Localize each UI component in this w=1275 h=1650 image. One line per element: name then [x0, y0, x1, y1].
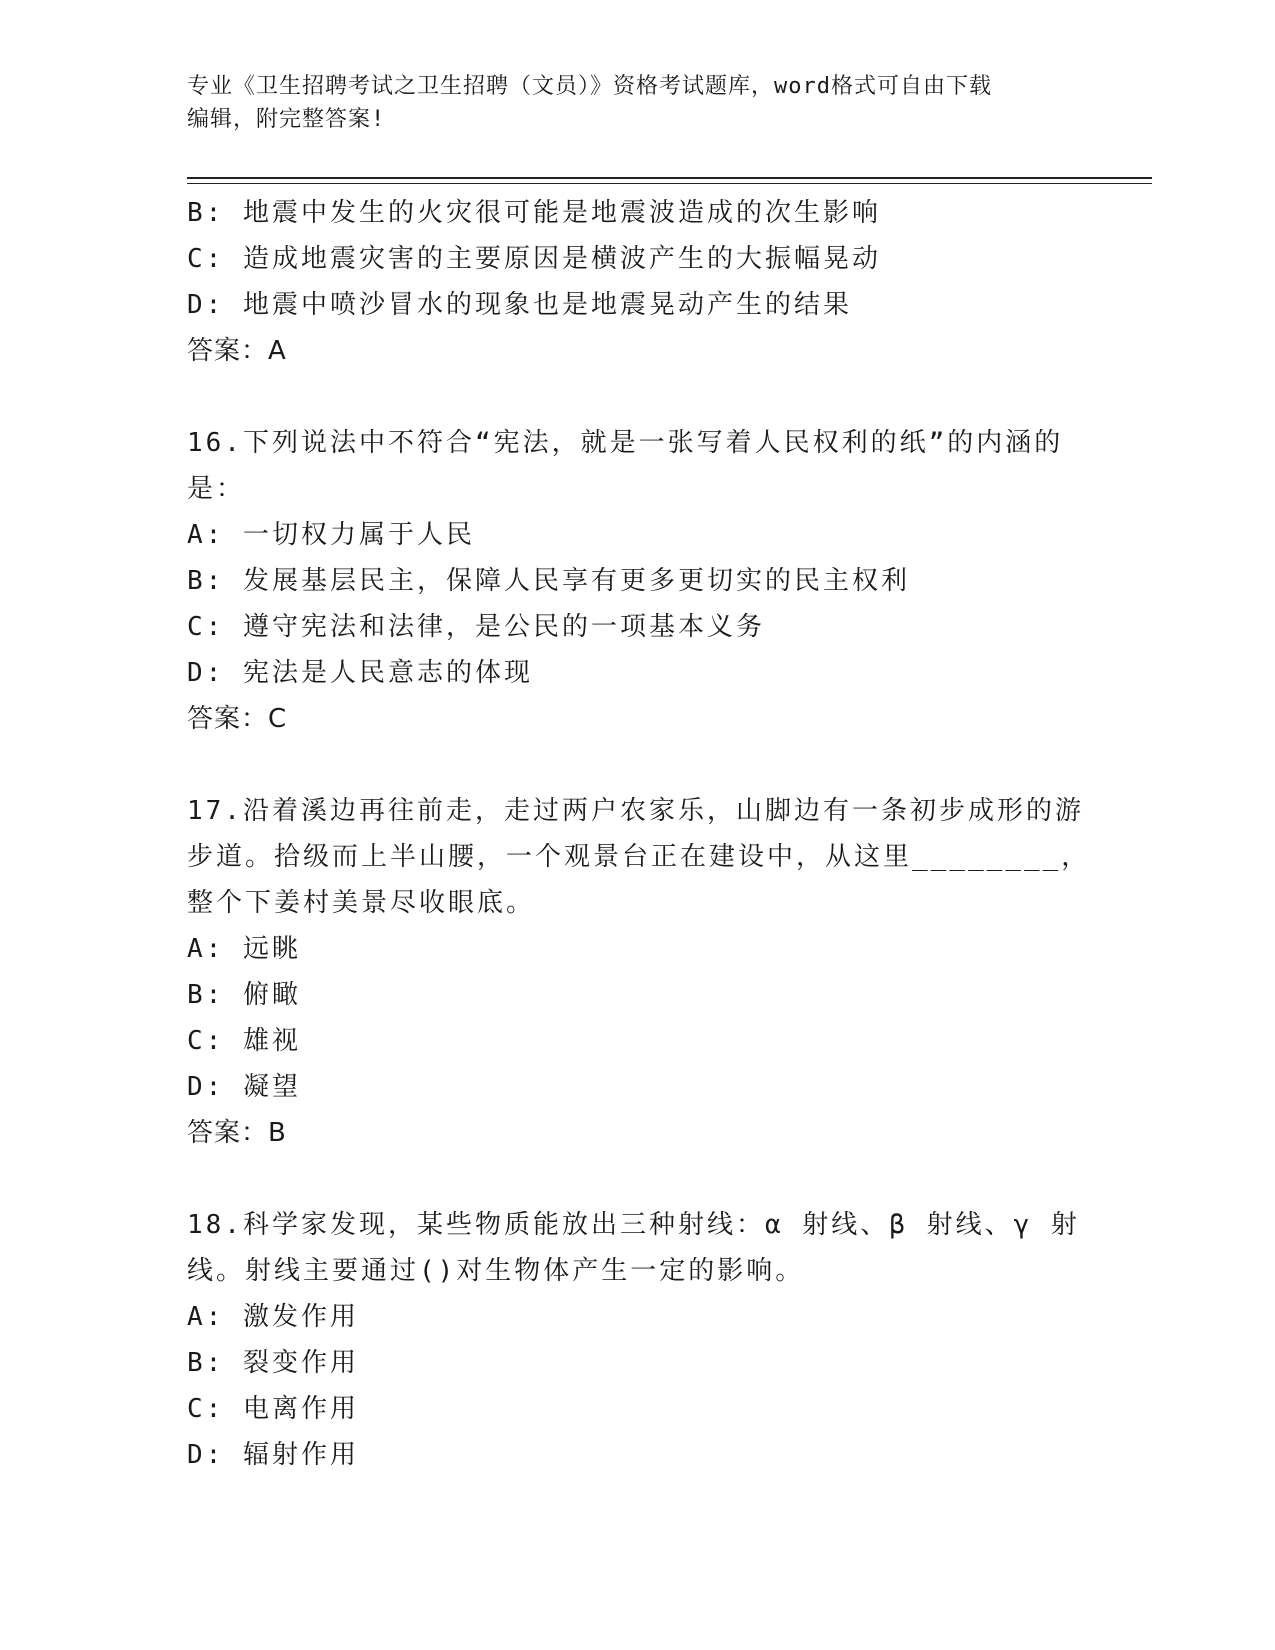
question-15 — [187, 190, 1087, 374]
header-divider-thick — [187, 177, 1152, 179]
answer: 答案：C — [187, 704, 288, 734]
question-text-line-2: 线。射线主要通过()对生物体产生一定的影响。 — [187, 1256, 805, 1286]
question-text-line-1: 18.科学家发现，某些物质能放出三种射线：α 射线、β 射线、γ 射 — [187, 1210, 1080, 1240]
spacer — [187, 742, 1087, 788]
question-text-line-1: 17.沿着溪边再往前走，走过两户农家乐，山脚边有一条初步成形的游 — [187, 796, 1084, 826]
header-divider-thin — [187, 183, 1152, 184]
document-header — [187, 70, 1087, 136]
document-body — [187, 190, 1091, 1478]
spacer — [187, 374, 1087, 420]
option-c: C: 电离作用 — [187, 1394, 359, 1424]
option-d: D: 辐射作用 — [187, 1440, 359, 1470]
question-text-line-2: 是： — [187, 474, 246, 504]
option-c: C: 遵守宪法和法律，是公民的一项基本义务 — [187, 612, 765, 642]
header-line-2: 编辑，附完整答案! — [187, 107, 386, 132]
header-line-1: 专业《卫生招聘考试之卫生招聘（文员）》资格考试题库，word格式可自由下载 — [187, 74, 992, 99]
question-18 — [187, 1202, 1087, 1478]
question-17 — [187, 788, 1091, 1156]
option-b: B: 裂变作用 — [187, 1348, 359, 1378]
option-a: A: 一切权力属于人民 — [187, 520, 475, 550]
answer: 答案：A — [187, 336, 287, 366]
question-16 — [187, 420, 1087, 742]
answer: 答案：B — [187, 1118, 287, 1148]
option-b: B: 地震中发生的火灾很可能是地震波造成的次生影响 — [187, 198, 881, 228]
option-c: C: 雄视 — [187, 1026, 301, 1056]
question-text-line-1: 16.下列说法中不符合“宪法，就是一张写着人民权利的纸”的内涵的 — [187, 428, 1064, 458]
option-a: A: 激发作用 — [187, 1302, 359, 1332]
option-a: A: 远眺 — [187, 934, 301, 964]
question-text-line-2: 步道。拾级而上半山腰，一个观景台正在建设中，从这里________， — [187, 842, 1091, 872]
option-d: D: 宪法是人民意志的体现 — [187, 658, 533, 688]
option-b: B: 发展基层民主，保障人民享有更多更切实的民主权利 — [187, 566, 910, 596]
option-d: D: 地震中喷沙冒水的现象也是地震晃动产生的结果 — [187, 290, 852, 320]
spacer — [187, 1156, 1087, 1202]
option-d: D: 凝望 — [187, 1072, 301, 1102]
option-b: B: 俯瞰 — [187, 980, 301, 1010]
option-c: C: 造成地震灾害的主要原因是横波产生的大振幅晃动 — [187, 244, 881, 274]
question-text-line-3: 整个下姜村美景尽收眼底。 — [187, 888, 536, 918]
